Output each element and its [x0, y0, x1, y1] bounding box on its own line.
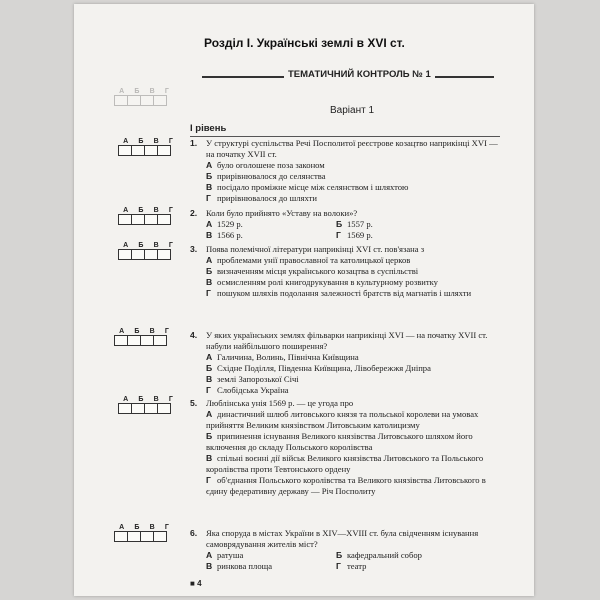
option-a: А ратуша	[206, 550, 244, 560]
answer-box-b[interactable]	[127, 335, 141, 346]
question-5	[190, 398, 500, 497]
question-text: Коли було прийнято «Уставу на волоки»?	[206, 208, 358, 218]
option-c: В 1566 р.	[206, 230, 243, 240]
option-d: Г об'єднання Польського королівства та Великого князівства Литовського в єдину федеративну державу — Річ Посполиту	[206, 475, 486, 496]
option-columns	[206, 219, 500, 241]
answer-box-d[interactable]	[153, 335, 167, 346]
answer-box-b[interactable]	[131, 214, 145, 225]
answer-box-d[interactable]	[157, 249, 171, 260]
question-number: 1.	[190, 138, 198, 148]
answer-box-b[interactable]	[131, 145, 145, 156]
option-d: Г прирівнювалося до шляхти	[206, 193, 317, 203]
ghost-answer-grid: А Б В Г	[114, 88, 174, 106]
answer-grid-q2: А Б В Г	[118, 207, 178, 225]
option-d: Г пошуком шляхів подолання залежності братств від магнатів і шляхти	[206, 288, 472, 298]
question-number: 4.	[190, 330, 198, 340]
option-b: Б 1557 р.	[336, 219, 373, 229]
option-c: В спільні воєнні дії військ Великого князівства Литовського та Польського королівства проти Тевтонського ордену	[206, 453, 484, 474]
workbook-page	[74, 4, 534, 596]
question-number: 3.	[190, 244, 198, 254]
question-text: Яка споруда в містах України в XIV—XVIII ст. була свідченням існування самоврядування жителів міст?	[206, 528, 479, 549]
option-b: Б визначенням місця українського козацтва в суспільстві	[206, 266, 419, 276]
option-a: А династичний шлюб литовського князя та польської королеви на умовах прийняття Великим князівством Литовським католицизму	[206, 409, 479, 430]
question-text: Люблінська унія 1569 р. — це угода про	[206, 398, 354, 408]
option-a: А 1529 р.	[206, 219, 243, 229]
answer-grid-q6: А Б В Г	[114, 524, 174, 542]
option-d: Г Слобідська Україна	[206, 385, 289, 395]
option-a: А Галичина, Волинь, Північна Київщина	[206, 352, 359, 362]
option-b: Б прирівнювалося до селянства	[206, 171, 326, 181]
answer-box-c[interactable]	[144, 249, 158, 260]
question-6	[190, 528, 500, 572]
option-c: В осмисленням ролі книгодрукування в культурному розвитку	[206, 277, 438, 287]
answer-box-a[interactable]	[114, 335, 128, 346]
question-4	[190, 330, 500, 396]
answer-box-c[interactable]	[140, 531, 154, 542]
option-d: Г театр	[336, 561, 367, 571]
answer-box-c[interactable]	[140, 335, 154, 346]
answer-box-a[interactable]	[114, 531, 128, 542]
answer-grid-q1: А Б В Г	[118, 138, 178, 156]
answer-box-d[interactable]	[153, 531, 167, 542]
answer-grid-q5: А Б В Г	[118, 396, 178, 414]
question-text: У яких українських землях фільварки наприкінці XVI — на початку XVII ст. набули найбільшого поширення?	[206, 330, 488, 351]
option-c: В землі Запорозької Січі	[206, 374, 299, 384]
option-b: Б кафедральний собор	[336, 550, 422, 560]
question-number: 2.	[190, 208, 198, 218]
option-b: Б припинення існування Великого князівства Литовського шляхом його включення до складу Польського королівства	[206, 431, 473, 452]
answer-box-d[interactable]	[157, 403, 171, 414]
answer-box-c[interactable]	[144, 145, 158, 156]
page-number: ■ 4	[190, 579, 202, 588]
answer-box-d[interactable]	[157, 145, 171, 156]
option-c: В ринкова площа	[206, 561, 273, 571]
level-label: І рівень	[190, 123, 227, 134]
option-a: А проблемами унії православної та католицької церков	[206, 255, 411, 265]
answer-box-a[interactable]	[118, 145, 132, 156]
control-title: ТЕМАТИЧНИЙ КОНТРОЛЬ № 1	[284, 69, 435, 80]
option-columns	[206, 550, 500, 572]
answer-box-c[interactable]	[144, 214, 158, 225]
answer-box-a[interactable]	[118, 214, 132, 225]
question-number: 6.	[190, 528, 198, 538]
option-b: Б Східне Поділля, Південна Київщина, Лівобережжя Дніпра	[206, 363, 431, 373]
answer-box-c[interactable]	[144, 403, 158, 414]
answer-box-a[interactable]	[118, 249, 132, 260]
answer-grid-q4: А Б В Г	[114, 328, 174, 346]
answer-box-b[interactable]	[127, 531, 141, 542]
answer-box-a[interactable]	[118, 403, 132, 414]
question-text: У структурі суспільства Речі Посполитої реєстрове козацтво наприкінці XVI — на початку XVII ст.	[206, 138, 498, 159]
answer-grid-q3: А Б В Г	[118, 242, 178, 260]
answer-box-b[interactable]	[131, 403, 145, 414]
answer-box-d[interactable]	[157, 214, 171, 225]
question-number: 5.	[190, 398, 198, 408]
option-d: Г 1569 р.	[336, 230, 373, 240]
section-title: Розділ І. Українські землі в XVI ст.	[204, 36, 405, 50]
question-2	[190, 208, 500, 241]
question-text: Поява полемічної літератури наприкінці XVI ст. пов'язана з	[206, 244, 425, 254]
level-divider	[190, 136, 500, 137]
answer-box-b[interactable]	[131, 249, 145, 260]
variant-label: Варіант 1	[330, 105, 375, 116]
question-3	[190, 244, 500, 299]
option-c: В посідало проміжне місце між селянством і шляхтою	[206, 182, 409, 192]
question-1	[190, 138, 500, 204]
option-a: А було оголошене поза законом	[206, 160, 325, 170]
